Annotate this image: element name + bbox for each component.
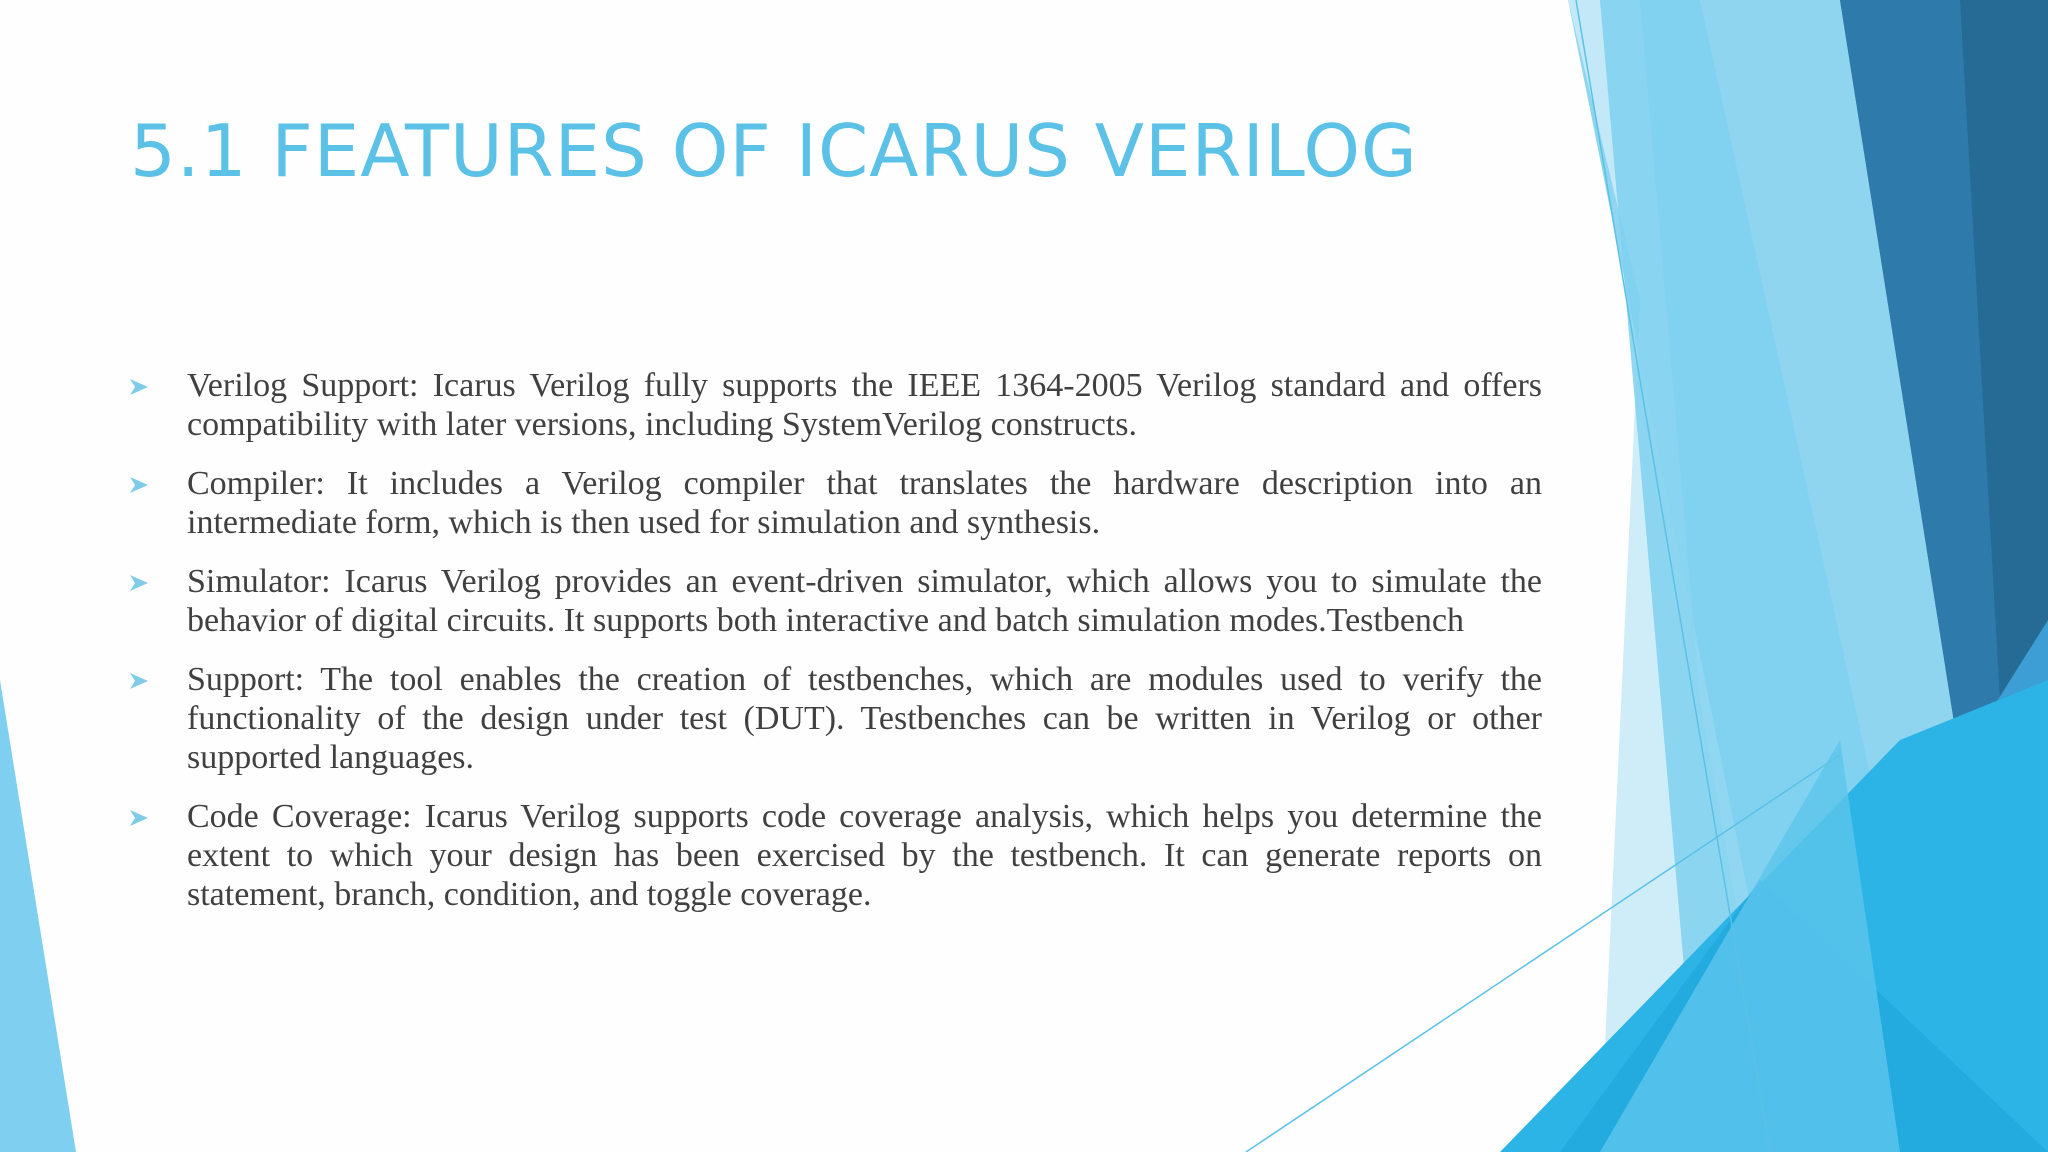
arrow-bullet-icon <box>130 575 148 591</box>
bullet-text: Compiler: It includes a Verilog compiler that translates the hardware description into an intermediate form, which is then used for simulation and synthesis. <box>187 465 1542 541</box>
bullet-list <box>130 366 1542 934</box>
bullet-item <box>130 797 1542 914</box>
bullet-text: Support: The tool enables the creation of testbenches, which are modules used to verify the functionality of the design under test (DUT). Testbenches can be written in Verilog or other supported languages. <box>187 661 1542 776</box>
slide-title: 5.1 FEATURES OF ICARUS VERILOG <box>130 109 1418 193</box>
arrow-bullet-icon <box>130 810 148 826</box>
facet-left <box>0 680 76 1152</box>
bullet-item <box>130 366 1542 444</box>
bullet-text: Code Coverage: Icarus Verilog supports code coverage analysis, which helps you determine the extent to which your design has been exercised by the testbench. It can generate reports on statement, branch, condition, and toggle coverage. <box>187 798 1542 913</box>
bullet-text: Verilog Support: Icarus Verilog fully supports the IEEE 1364-2005 Verilog standard and offers compatibility with later versions, including SystemVerilog constructs. <box>187 367 1542 443</box>
arrow-bullet-icon <box>130 477 148 493</box>
bullet-item <box>130 660 1542 777</box>
arrow-bullet-icon <box>130 379 148 395</box>
bullet-text: Simulator: Icarus Verilog provides an event-driven simulator, which allows you to simulate the behavior of digital circuits. It supports both interactive and batch simulation modes.Testbench <box>187 563 1542 639</box>
arrow-bullet-icon <box>130 673 148 689</box>
bullet-item <box>130 464 1542 542</box>
bullet-item <box>130 562 1542 640</box>
